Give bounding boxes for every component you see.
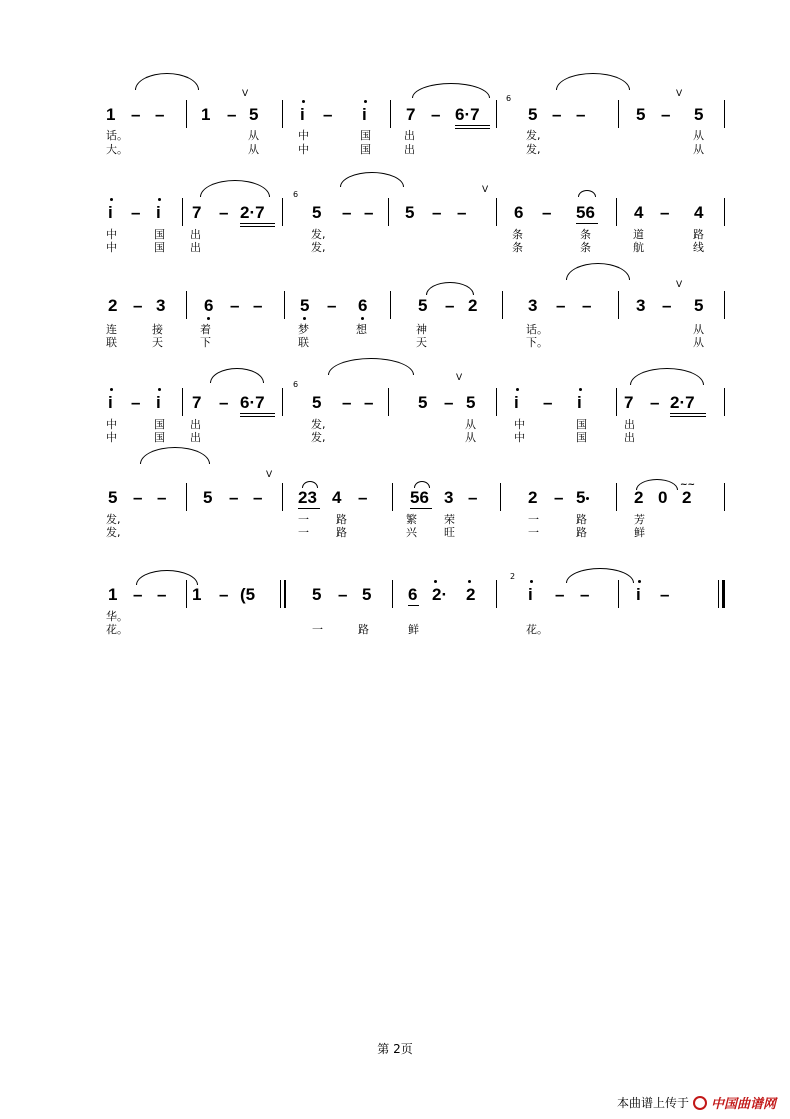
lyric: 中 [106,418,117,431]
note: – [543,393,553,412]
repeat-bar-line [280,580,281,608]
high-octave-dot [530,580,533,583]
lyric: 鲜 [408,623,419,636]
bar-line [282,100,283,128]
lyric: 梦 [298,323,309,336]
note: – [582,296,592,315]
note: 1 [192,585,202,604]
note: – [323,105,333,124]
note: – [650,393,660,412]
bar-line [182,198,183,226]
note: 6·7 [240,393,265,412]
bar-line [282,198,283,226]
note: 6 [358,296,368,315]
slur [630,368,704,385]
note: 3 [444,488,454,507]
slur [414,481,430,488]
lyric: 出 [404,143,415,156]
note: – [230,296,240,315]
lyric: 从 [248,143,259,156]
bar-line [724,198,725,226]
beam-line [455,125,490,126]
lyric: 国 [154,418,165,431]
bar-line [724,291,725,319]
breath-mark: V [676,280,683,290]
bar-line [392,483,393,511]
note: 7 [192,203,202,222]
final-bar-line [722,580,725,608]
bar-line [618,100,619,128]
lyric: 一 [528,526,539,539]
bar-line [282,483,283,511]
score-system-3 [0,255,790,349]
note: 6·7 [455,105,480,124]
site-logo-icon [693,1096,707,1110]
note: 2 [466,585,476,604]
bar-line [618,291,619,319]
note: – [662,296,672,315]
lyric: 发, [526,129,541,142]
footer-text: 本曲谱上传于 [616,1096,689,1110]
bar-line [284,291,285,319]
lyric: 从 [693,129,704,142]
note: 56 [576,203,595,222]
note: – [364,393,374,412]
note: 4 [694,203,704,222]
bar-line [390,100,391,128]
note: – [338,585,348,604]
lyric: 国 [360,143,371,156]
note: – [133,488,143,507]
breath-mark: V [676,89,683,99]
slur [556,73,630,90]
note: i [156,393,161,412]
lyric: 兴 [406,526,417,539]
lyric: 花。 [106,623,128,636]
note: – [133,296,143,315]
lyric: 发, [311,418,326,431]
lyric: 一 [528,513,539,526]
slur [426,282,474,295]
high-octave-dot [468,580,471,583]
beam-line [240,413,275,414]
footer [617,1093,776,1112]
lyric: 接 [152,323,163,336]
lyric: 发, [311,241,326,254]
beam-line [240,223,275,224]
note: 5 [362,585,372,604]
lyric: 路 [358,623,369,636]
note: – [342,203,352,222]
note: 23 [298,488,317,507]
bar-line [502,291,503,319]
note: – [342,393,352,412]
lyric: 发, [311,431,326,444]
note: – [445,296,455,315]
lyric: 条 [580,228,591,241]
note: – [552,105,562,124]
lyric: 条 [512,241,523,254]
lyric: 国 [576,431,587,444]
lyric: 出 [190,228,201,241]
note: 7 [192,393,202,412]
note: 5 [636,105,646,124]
lyric: 国 [576,418,587,431]
bar-line [500,483,501,511]
lyric: 路 [336,526,347,539]
low-octave-dot [207,317,210,320]
lyric: 话。 [526,323,548,336]
note: 3 [636,296,646,315]
lyric: 国 [154,228,165,241]
note: – [327,296,337,315]
note: 5 [300,296,310,315]
note: – [253,296,263,315]
lyric: 中 [298,143,309,156]
note: 5 [203,488,213,507]
note: 56 [410,488,429,507]
lyric: 出 [190,431,201,444]
note: – [131,393,141,412]
note: 5 [418,296,428,315]
lyric: 芳 [634,513,645,526]
lyric: 从 [465,418,476,431]
note: – [468,488,478,507]
lyric: 国 [360,129,371,142]
note: i [300,105,305,124]
note: 2 [108,296,118,315]
lyric: 路 [693,228,704,241]
note: 7 [624,393,634,412]
note: 2 [468,296,478,315]
lyric: 发, [526,143,541,156]
breath-mark: V [242,89,249,99]
lyric: 中 [514,418,525,431]
lyric: 繁 [406,513,417,526]
note: – [155,105,165,124]
note: 6 [408,585,418,604]
note: 5 [418,393,428,412]
note: i [108,203,113,222]
note: – [556,296,566,315]
lyric: 从 [693,336,704,349]
beam-line [298,508,320,509]
lyric: 发, [106,526,121,539]
note: – [554,488,564,507]
bar-line [496,388,497,416]
lyric: 从 [465,431,476,444]
lyric: 下 [200,336,211,349]
lyric: 中 [514,431,525,444]
note: 3 [528,296,538,315]
lyric: 联 [298,336,309,349]
lyric: 出 [190,241,201,254]
bar-line [616,483,617,511]
high-octave-dot [364,100,367,103]
lyric: 鲜 [634,526,645,539]
note: – [157,488,167,507]
lyric: 从 [693,143,704,156]
low-octave-dot [303,317,306,320]
lyric: 发, [106,513,121,526]
note: – [219,585,229,604]
bar-line [282,388,283,416]
repeat-bar-line [284,580,286,608]
lyric: 话。 [106,129,128,142]
high-octave-dot [158,198,161,201]
score-system-1 [0,60,790,156]
bar-line [724,483,725,511]
bar-line [186,291,187,319]
bar-line [182,388,183,416]
high-octave-dot [110,388,113,391]
beam-line [240,416,275,417]
lyric: 国 [154,241,165,254]
high-octave-dot [434,580,437,583]
note: – [227,105,237,124]
score-system-2 [0,160,790,254]
note: – [157,585,167,604]
bar-line [496,580,497,608]
lyric: 中 [106,241,117,254]
note: – [542,203,552,222]
beam-line [455,128,490,129]
slur [135,73,199,90]
note: – [580,585,590,604]
note: 2 [528,488,538,507]
note: 3 [156,296,166,315]
note: – [133,585,143,604]
page-number: 第 2页 [377,1042,413,1056]
bar-line [496,100,497,128]
slur [136,570,198,585]
lyric: 出 [624,418,635,431]
lyric: 从 [248,129,259,142]
note: 1 [108,585,118,604]
note: i [577,393,582,412]
slur [328,358,414,375]
note: 2·7 [670,393,695,412]
slur [140,447,210,464]
high-octave-dot [110,198,113,201]
lyric: 出 [190,418,201,431]
note: 2 [682,488,692,507]
slur [578,190,596,197]
beam-line [670,416,706,417]
note: – [444,393,454,412]
bar-line [618,580,619,608]
note: – [131,105,141,124]
breath-mark: V [456,373,463,383]
bar-line [186,100,187,128]
lyric: 想 [356,323,367,336]
note: 5 [405,203,415,222]
site-logo[interactable]: 中国曲谱网 [710,1097,776,1112]
note: 5 [312,585,322,604]
lyric: 条 [580,241,591,254]
note: 5 [312,393,322,412]
note: 5 [528,105,538,124]
note: (5 [240,585,256,604]
note: – [660,585,670,604]
lyric: 国 [154,431,165,444]
note: 5 [108,488,118,507]
bar-line [388,198,389,226]
slur [412,83,490,98]
lyric: 出 [624,431,635,444]
note: 5 [312,203,322,222]
high-octave-dot [579,388,582,391]
bar-line [616,388,617,416]
note: 1 [106,105,116,124]
slur [200,180,270,197]
slur [566,568,634,583]
low-octave-dot [361,317,364,320]
note: 5 [466,393,476,412]
note: i [528,585,533,604]
lyric: 着 [200,323,211,336]
lyric: 连 [106,323,117,336]
lyric: 中 [106,228,117,241]
lyric: 从 [693,323,704,336]
note: 2 [634,488,644,507]
high-octave-dot [302,100,305,103]
score-system-6 [0,540,790,636]
bar-line [724,388,725,416]
note: 5 [694,105,704,124]
breath-mark: V [266,470,273,480]
note: 6 [514,203,524,222]
note: 0 [658,488,668,507]
lyric: 发, [311,228,326,241]
note: – [253,488,263,507]
note: i [636,585,641,604]
slur [566,263,630,280]
note: – [219,393,229,412]
note: – [457,203,467,222]
note: 5 [249,105,259,124]
lyric: 线 [693,241,704,254]
grace-note: 6 [293,190,299,199]
bar-line [724,100,725,128]
note: 1 [201,105,211,124]
note: – [358,488,368,507]
note: 5 [576,488,586,507]
bar-line [616,198,617,226]
lyric: 天 [152,336,163,349]
lyric: 道 [633,228,644,241]
lyric: 华。 [106,610,128,623]
lyric: 路 [576,526,587,539]
grace-note: 2 [510,572,516,581]
high-octave-dot [516,388,519,391]
note: – [131,203,141,222]
low-octave-dot [586,497,589,500]
lyric: 条 [512,228,523,241]
score-system-5 [0,445,790,539]
lyric: 荣 [444,513,455,526]
note: – [229,488,239,507]
score-system-4 [0,350,790,444]
note: i [156,203,161,222]
lyric: 天 [416,336,427,349]
lyric: 航 [633,241,644,254]
note: i [514,393,519,412]
bar-line [186,483,187,511]
note: – [431,105,441,124]
lyric: 路 [576,513,587,526]
beam-line [408,605,419,606]
breath-mark: V [482,185,489,195]
lyric: 一 [312,623,323,636]
bar-line [496,198,497,226]
note: 5 [694,296,704,315]
slur [210,368,264,383]
lyric: 下。 [526,336,548,349]
grace-note: 6 [506,94,512,103]
note: 4 [332,488,342,507]
lyric: 中 [298,129,309,142]
grace-note: 6 [293,380,299,389]
lyric: 一 [298,526,309,539]
bar-line [392,580,393,608]
lyric: 一 [298,513,309,526]
lyric: 路 [336,513,347,526]
note: 4 [634,203,644,222]
note: 2·7 [240,203,265,222]
lyric: 旺 [444,526,455,539]
note: i [362,105,367,124]
lyric: 神 [416,323,427,336]
note: – [660,203,670,222]
slur [302,481,318,488]
note: – [432,203,442,222]
note: i [108,393,113,412]
lyric: 花。 [526,623,548,636]
beam-line [576,223,598,224]
beam-line [670,413,706,414]
note: – [661,105,671,124]
note: – [364,203,374,222]
bar-line [390,291,391,319]
bar-line [186,580,187,608]
lyric: 中 [106,431,117,444]
trill-mark: ~~ [680,480,696,490]
high-octave-dot [158,388,161,391]
note: 7 [406,105,416,124]
lyric: 出 [404,129,415,142]
high-octave-dot [638,580,641,583]
lyric: 联 [106,336,117,349]
bar-line [388,388,389,416]
note: – [576,105,586,124]
beam-line [410,508,432,509]
note: – [219,203,229,222]
beam-line [240,226,275,227]
note: 6 [204,296,214,315]
slur [340,172,404,187]
lyric: 大。 [106,143,128,156]
final-bar-line [718,580,719,608]
note: – [555,585,565,604]
note: 2· [432,585,448,604]
